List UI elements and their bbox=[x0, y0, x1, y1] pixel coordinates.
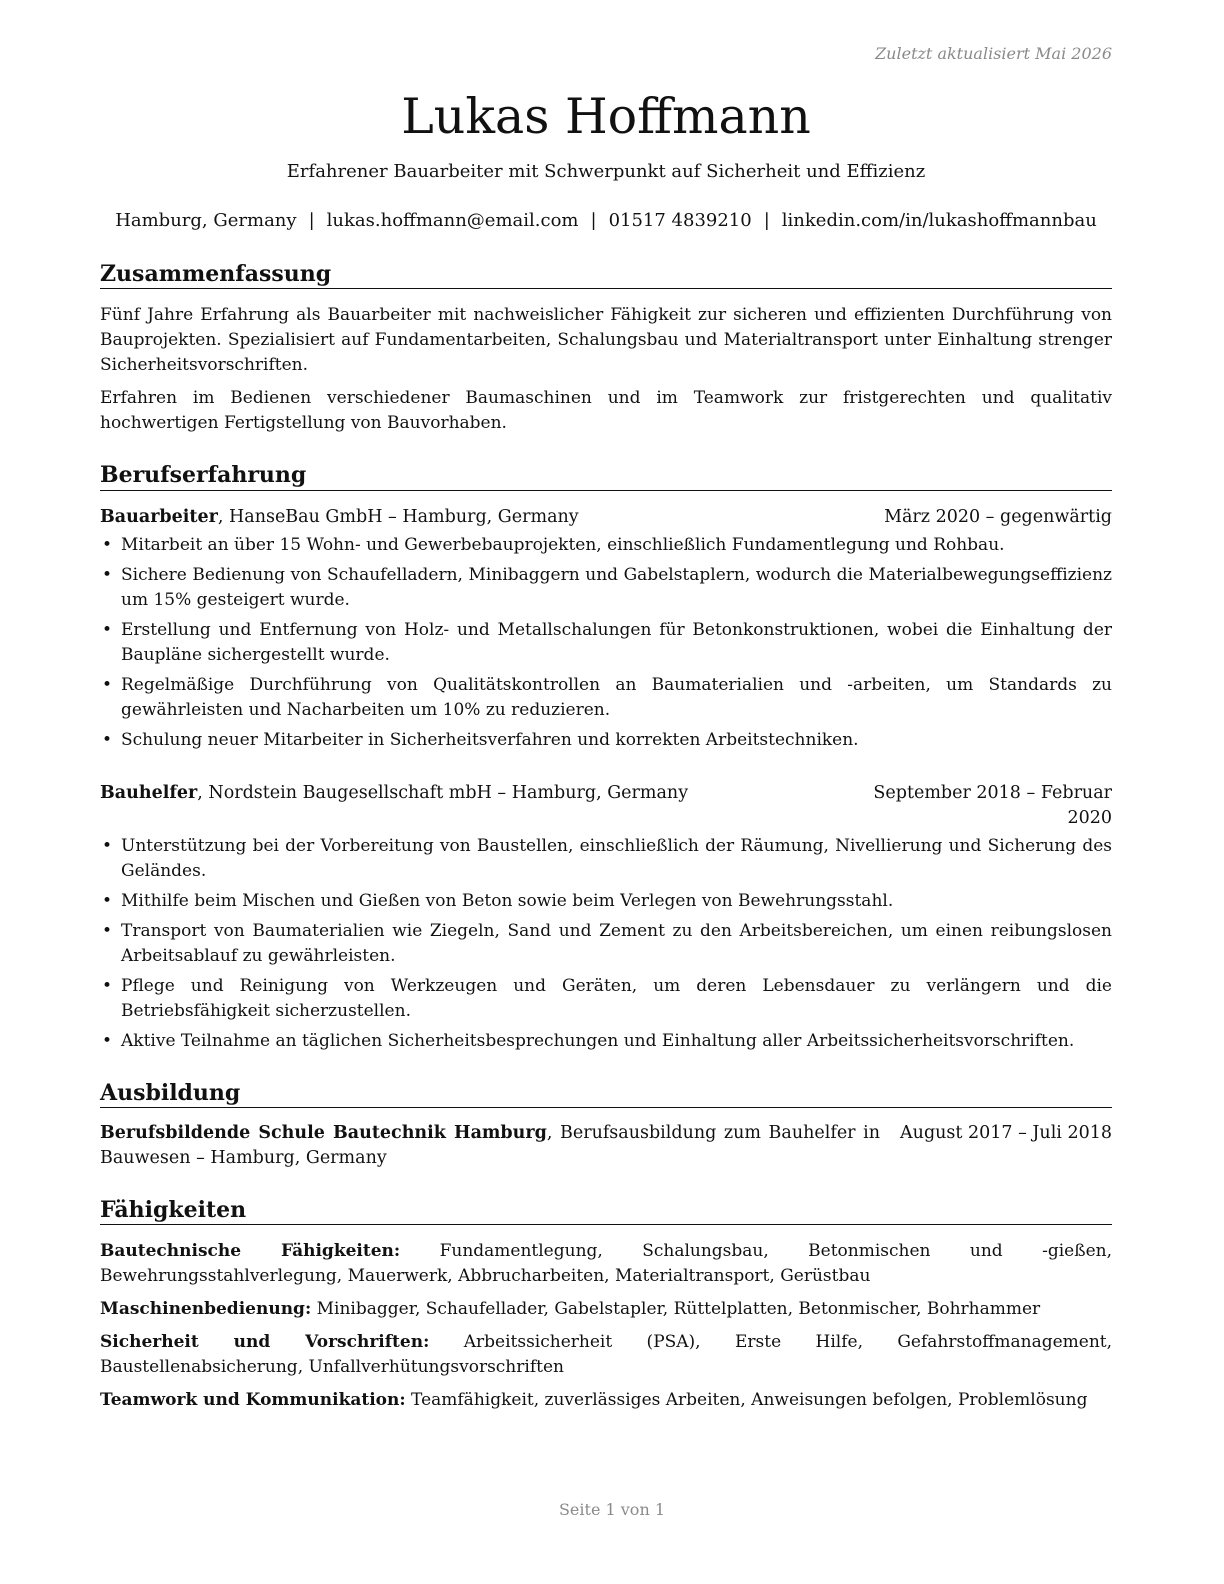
contact-linkedin[interactable]: linkedin.com/in/lukashoffmannbau bbox=[781, 209, 1097, 231]
bullet-icon: • bbox=[102, 674, 113, 695]
experience-section bbox=[100, 462, 1112, 1053]
job-dates: März 2020 – gegenwärtig bbox=[884, 506, 1112, 527]
contact-separator: | bbox=[763, 209, 770, 231]
contact-line bbox=[100, 210, 1112, 231]
job-bullets bbox=[100, 834, 1112, 1054]
bullet-icon: • bbox=[102, 729, 113, 750]
summary-section bbox=[100, 261, 1112, 436]
bullet-icon: • bbox=[102, 1030, 113, 1051]
skill-row bbox=[100, 1297, 1112, 1322]
job-bullets bbox=[100, 533, 1112, 753]
list-item: • Unterstützung bei der Vorbereitung von Baustellen, einschließlich der Räumung, Nivellierung und Sicherung des Geländes. bbox=[102, 835, 1112, 881]
job-company: , Nordstein Baugesellschaft mbH – Hamburg, Germany bbox=[197, 782, 689, 803]
candidate-name: Lukas Hoffmann bbox=[401, 88, 811, 145]
education-school: Berufsbildende Schule Bautechnik Hamburg bbox=[100, 1122, 547, 1143]
list-item: • Sichere Bedienung von Schaufelladern, Minibaggern und Gabelstaplern, wodurch die Materialbewegungseffizienz um 15% gesteigert wurde. bbox=[102, 564, 1112, 610]
bullet-icon: • bbox=[102, 619, 113, 640]
contact-separator: | bbox=[590, 209, 597, 231]
summary-paragraph: Erfahren im Bedienen verschiedener Baumaschinen und im Teamwork zur fristgerechten und qualitativ hochwertigen Fertigstellung von Bauvorhaben. bbox=[100, 388, 1112, 434]
section-heading: Zusammenfassung bbox=[100, 261, 1112, 289]
job-header bbox=[100, 781, 1112, 831]
contact-email[interactable]: lukas.hoffmann@email.com bbox=[326, 209, 579, 231]
list-item: • Mithilfe beim Mischen und Gießen von Beton sowie beim Verlegen von Bewehrungsstahl. bbox=[100, 889, 1112, 914]
education-entry bbox=[100, 1121, 1112, 1171]
bullet-icon: • bbox=[102, 564, 113, 585]
last-updated: Zuletzt aktualisiert Mai 2026 bbox=[875, 44, 1112, 63]
section-heading: Ausbildung bbox=[100, 1080, 1112, 1108]
skill-text: Fundamentlegung, Schalungsbau, Betonmischen und -gießen, Bewehrungsstahlverlegung, Mauerwerk, Abbrucharbeiten, Materialtransport, Gerüstbau bbox=[100, 1241, 1112, 1287]
contact-separator: | bbox=[308, 209, 315, 231]
contact-location: Hamburg, Germany bbox=[115, 209, 297, 231]
list-item: • Erstellung und Entfernung von Holz- und Metallschalungen für Betonkonstruktionen, wobei die Einhaltung der Baupläne sichergestellt wurde. bbox=[102, 619, 1112, 665]
job-entry bbox=[100, 781, 1112, 1054]
section-heading: Berufserfahrung bbox=[100, 462, 1112, 490]
skill-row bbox=[100, 1388, 1112, 1413]
job-dates: September 2018 – Februar 2020 bbox=[873, 782, 1112, 828]
skill-row bbox=[100, 1330, 1112, 1380]
job-entry bbox=[100, 505, 1112, 753]
list-item: • Aktive Teilnahme an täglichen Sicherheitsbesprechungen und Einhaltung aller Arbeitssicherheitsvorschriften. bbox=[100, 1029, 1112, 1054]
skill-label: Sicherheit und Vorschriften: bbox=[100, 1332, 430, 1353]
skill-text: Teamfähigkeit, zuverlässiges Arbeiten, Anweisungen befolgen, Problemlösung bbox=[405, 1390, 1088, 1411]
list-item: • Transport von Baumaterialien wie Ziegeln, Sand und Zement zu den Arbeitsbereichen, um einen reibungslosen Arbeitsablauf zu gewährleisten. bbox=[102, 920, 1112, 966]
bullet-icon: • bbox=[102, 534, 113, 555]
list-item: • Mitarbeit an über 15 Wohn- und Gewerbebauprojekten, einschließlich Fundamentlegung und Rohbau. bbox=[100, 533, 1112, 558]
education-section bbox=[100, 1080, 1112, 1171]
list-item: • Pflege und Reinigung von Werkzeugen und Geräten, um deren Lebensdauer zu verlängern und die Betriebsfähigkeit sicherzustellen. bbox=[102, 975, 1112, 1021]
bullet-icon: • bbox=[102, 975, 113, 996]
education-detail: , Berufsausbildung zum Bauhelfer in Bauwesen – Hamburg, Germany bbox=[100, 1122, 880, 1168]
bullet-icon: • bbox=[102, 890, 113, 911]
education-dates: August 2017 – Juli 2018 bbox=[900, 1122, 1112, 1143]
skill-label: Teamwork und Kommunikation: bbox=[100, 1390, 406, 1411]
page-number: Seite 1 von 1 bbox=[558, 1500, 666, 1519]
list-item: • Schulung neuer Mitarbeiter in Sicherheitsverfahren und korrekten Arbeitstechniken. bbox=[100, 728, 1112, 753]
summary-paragraph: Fünf Jahre Erfahrung als Bauarbeiter mit nachweislicher Fähigkeit zur sicheren und effizienten Durchführung von Bauprojekten. Spezialisiert auf Fundamentarbeiten, Schalungsbau und Materialtransport unter Einhaltung strenger Sicherheitsvorschriften. bbox=[100, 305, 1112, 376]
contact-phone[interactable]: 01517 4839210 bbox=[608, 209, 752, 231]
job-header bbox=[100, 505, 1112, 530]
skill-text: Minibagger, Schaufellader, Gabelstapler, Rüttelplatten, Betonmischer, Bohrhammer bbox=[311, 1299, 1041, 1320]
list-item: • Regelmäßige Durchführung von Qualitätskontrollen an Baumaterialien und -arbeiten, um Standards zu gewährleisten und Nacharbeiten um 10% zu reduzieren. bbox=[102, 674, 1112, 720]
bullet-icon: • bbox=[102, 835, 113, 856]
skill-label: Bautechnische Fähigkeiten: bbox=[100, 1241, 401, 1262]
bullet-icon: • bbox=[102, 920, 113, 941]
job-company: , HanseBau GmbH – Hamburg, Germany bbox=[217, 506, 579, 527]
skill-text: Arbeitssicherheit (PSA), Erste Hilfe, Gefahrstoffmanagement, Baustellenabsicherung, Unfallverhütungsvorschriften bbox=[100, 1332, 1113, 1378]
skill-label: Maschinenbedienung: bbox=[100, 1299, 312, 1320]
skills-section bbox=[100, 1197, 1112, 1413]
skill-row bbox=[100, 1239, 1112, 1289]
job-role: Bauarbeiter bbox=[100, 506, 218, 527]
tagline: Erfahrener Bauarbeiter mit Schwerpunkt auf Sicherheit und Effizienz bbox=[286, 160, 926, 182]
section-heading: Fähigkeiten bbox=[100, 1197, 1112, 1225]
job-role: Bauhelfer bbox=[100, 782, 198, 803]
